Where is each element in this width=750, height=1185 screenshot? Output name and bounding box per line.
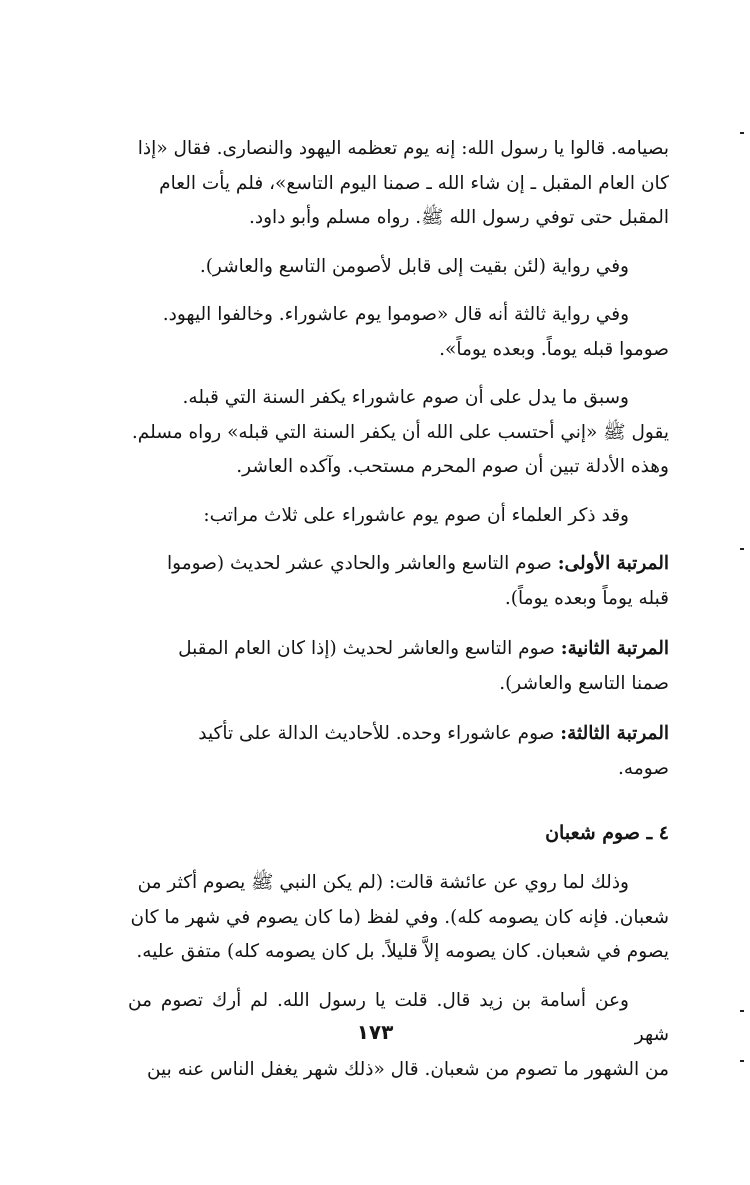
margin-mark: [740, 548, 744, 550]
text-line: يقول ﷺ «إني أحتسب على الله أن يكفر السنة التي قبله» رواه مسلم.: [131, 421, 669, 443]
paragraph-three-ranks-intro: [128, 499, 669, 534]
rank-third: [128, 717, 669, 786]
rank-text: صوم عاشوراء وحده. للأحاديث الدالة على تأكيد: [198, 723, 561, 744]
text-line: يصوم في شعبان. كان يصومه إلاَّ قليلاً. بل كان يصومه كله) متفق عليه.: [136, 941, 669, 962]
text-line: المقبل حتى توفي رسول الله ﷺ. رواه مسلم وأبو داود.: [249, 207, 669, 228]
paragraph-second-narration: [128, 250, 669, 285]
text-line: وعن أسامة بن زيد قال. قلت يا رسول الله. لم أرك تصوم من شهر: [128, 989, 669, 1045]
page-body: [128, 132, 669, 1087]
text-line: وسبق ما يدل على أن صوم عاشوراء يكفر السنة التي قبله.: [182, 387, 629, 408]
rank-text: صوم التاسع والعاشر والحادي عشر لحديث (صوموا: [167, 553, 558, 574]
text-line: وهذه الأدلة تبين أن صوم المحرم مستحب. وآكده العاشر.: [236, 456, 669, 477]
paragraph-ashura-hadith: [128, 132, 669, 236]
text-line: وقد ذكر العلماء أن صوم يوم عاشوراء على ثلاث مراتب:: [203, 504, 629, 526]
section-heading: ٤ ـ صوم شعبان: [545, 822, 669, 844]
rank-label: المرتبة الأولى:: [557, 553, 669, 574]
text-line: صمنا التاسع والعاشر).: [499, 672, 669, 694]
paragraph-aisha-narration: [128, 866, 669, 970]
paragraph-third-narration: [128, 298, 669, 367]
text-line: وفي رواية ثالثة أنه قال «صوموا يوم عاشوراء. وخالفوا اليهود.: [162, 304, 629, 325]
text-line: شعبان. فإنه كان يصومه كله). وفي لفظ (ما كان يصوم في شهر ما كان: [130, 906, 669, 928]
paragraph-expiation: [128, 381, 669, 485]
rank-label: المرتبة الثالثة:: [560, 723, 669, 744]
text-line: وفي رواية (لئن بقيت إلى قابل لأصومن التاسع والعاشر).: [199, 255, 629, 277]
rank-second: [128, 632, 669, 701]
text-line: وذلك لما روي عن عائشة قالت: (لم يكن النبي ﷺ يصوم أكثر من: [137, 872, 629, 893]
text-line: من الشهور ما تصوم من شعبان. قال «ذلك شهر يغفل الناس عنه بين: [146, 1058, 669, 1080]
text-line: صوموا قبله يوماً. وبعده يوماً».: [439, 338, 669, 360]
margin-mark: [740, 132, 744, 134]
page-number: ١٧٣: [356, 1020, 394, 1044]
text-line: صومه.: [618, 757, 669, 779]
text-line: بصيامه. قالوا يا رسول الله: إنه يوم تعظمه اليهود والنصارى. فقال «إذا: [137, 138, 669, 159]
rank-text: صوم التاسع والعاشر لحديث (إذا كان العام المقبل: [178, 638, 561, 659]
text-line: كان العام المقبل ـ إن شاء الله ـ صمنا اليوم التاسع»، فلم يأت العام: [159, 172, 669, 194]
rank-first: [128, 547, 669, 616]
text-line: قبله يوماً وبعده يوماً).: [504, 587, 669, 609]
rank-label: المرتبة الثانية:: [560, 638, 669, 659]
margin-mark: [740, 1060, 744, 1062]
margin-mark: [740, 1010, 744, 1012]
